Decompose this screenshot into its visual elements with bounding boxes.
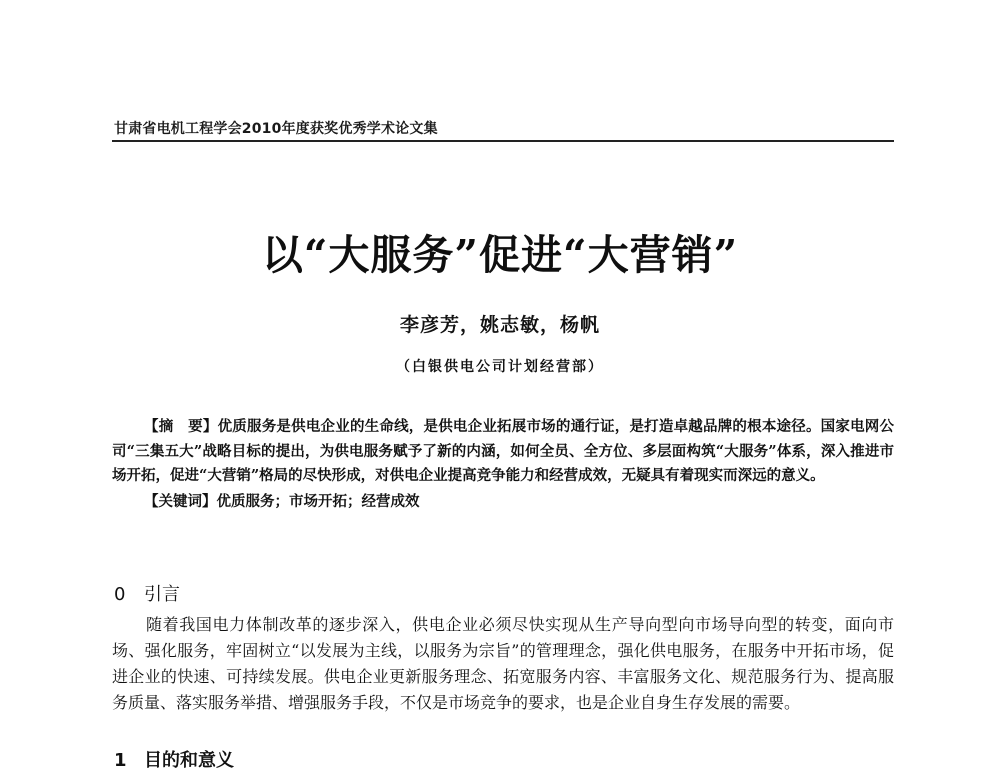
keywords-text: 优质服务；市场开拓；经营成效: [216, 492, 420, 510]
section-heading-intro: [114, 580, 180, 606]
running-header: 甘肃省电机工程学会2010年度获奖优秀学术论文集: [114, 121, 438, 137]
keywords-line: [112, 490, 894, 515]
section-title: 目的和意义: [144, 750, 234, 771]
abstract-text: 优质服务是供电企业的生命线，是供电企业拓展市场的通行证，是打造卓越品牌的根本途径。国家电网公司“三集五大”战略目标的提出，为供电服务赋予了新的内涵，如何全员、全方位、多层面构筑“大服务”体系，深入推进市场开拓，促进“大营销”格局的尽快形成，对供电企业提高竞争能力和经营成效，无疑具有着现实而深远的意义。: [112, 418, 895, 484]
article-title: 以“大服务”促进“大营销”: [261, 231, 739, 279]
abstract-label: 【摘 要】: [144, 419, 218, 435]
header-rule: [112, 140, 894, 142]
section-number: 1: [114, 750, 127, 771]
section-number: 0: [114, 584, 126, 605]
section-title: 引言: [144, 584, 180, 605]
article-affiliation: （白银供电公司计划经营部）: [396, 359, 604, 375]
abstract-paragraph: [112, 415, 894, 489]
section-heading-purpose: [114, 746, 234, 771]
intro-paragraph: 随着我国电力体制改革的逐步深入，供电企业必须尽快实现从生产导向型向市场导向型的转变，面向市场、强化服务，牢固树立“以发展为主线，以服务为宗旨”的管理理念，强化供电服务，在服务中开拓市场，促进企业的快速、可持续发展。供电企业更新服务理念、拓宽服务内容、丰富服务文化、规范服务行为、提高服务质量、落实服务举措、增强服务手段，不仅是市场竞争的要求，也是企业自身生存发展的需要。: [112, 615, 894, 712]
keywords-label: 【关键词】: [144, 493, 217, 510]
abstract-block: [112, 415, 894, 514]
article-authors: 李彦芳，姚志敏，杨帆: [399, 314, 600, 336]
